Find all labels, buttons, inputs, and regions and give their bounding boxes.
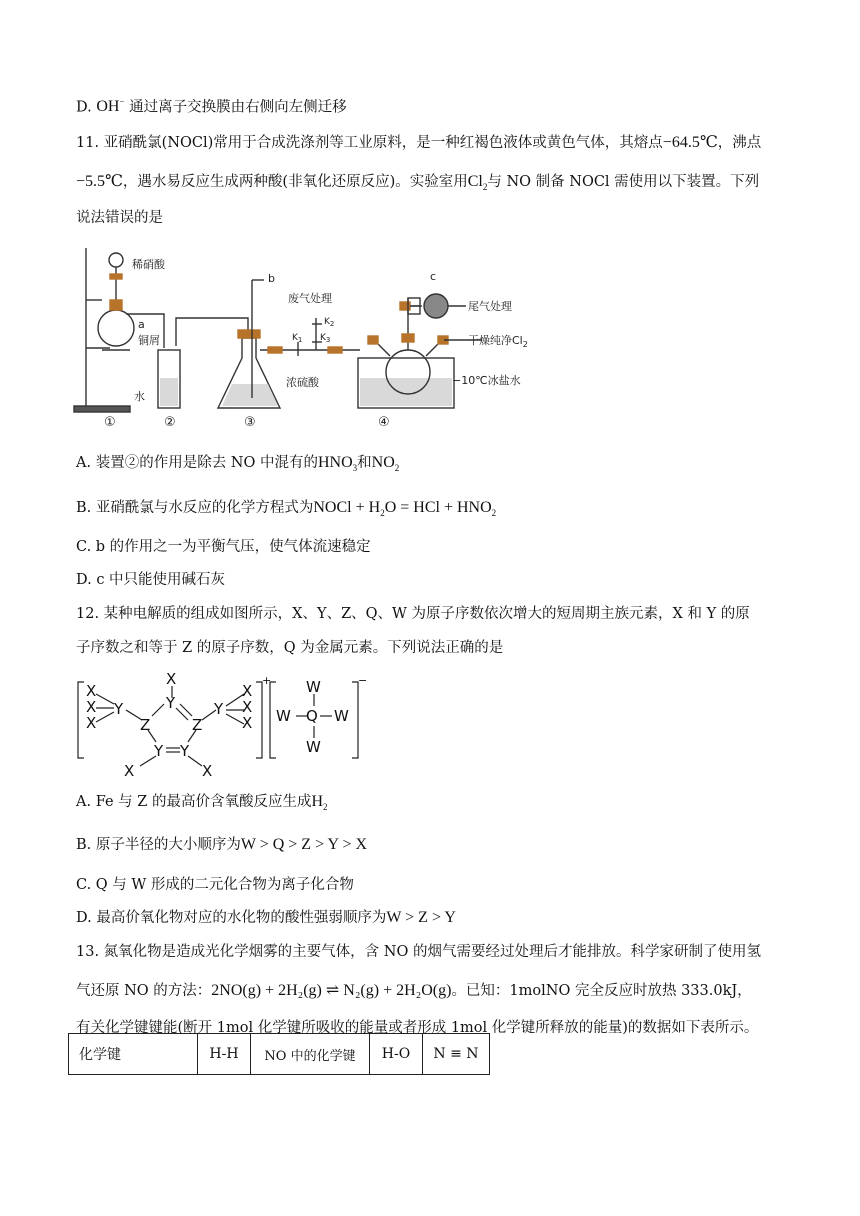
svg-text:④: ④ [378, 415, 390, 430]
svg-text:+: + [262, 674, 272, 687]
svg-text:X: X [86, 714, 97, 732]
svg-text:X: X [166, 670, 177, 688]
bond-energy-table [68, 1033, 490, 1075]
svg-text:尾气处理: 尾气处理 [468, 300, 512, 313]
q12-option-b: B. 原子半径的大小顺序为W > Q > Z > Y > X [76, 836, 368, 853]
svg-text:W: W [276, 707, 291, 725]
ionic-structure-diagram [76, 666, 376, 780]
hydroxide-formula: OH− [96, 97, 125, 116]
apparatus-diagram [72, 238, 552, 430]
q13-stem-line2: 气还原 NO 的方法：2NO(g) + 2H₂(g) ⇌ N₂(g) + 2H₂O(g)。已知：1molNO 完全反应时放热 333.0kJ， [76, 982, 752, 999]
option-label: D. [76, 99, 92, 116]
svg-text:X: X [86, 682, 97, 700]
q11-stem-line3: 说法错误的是 [76, 210, 163, 226]
table-header-cell: N ≡ N [423, 1034, 490, 1075]
svg-text:K2: $K_2$ [324, 317, 335, 328]
q10-option-d [76, 92, 347, 117]
svg-text:c: c [430, 270, 437, 283]
q12-stem-line1: 12. 某种电解质的组成如图所示，X、Y、Z、Q、W 为原子序数依次增大的短周期主族元素，X 和 Y 的原 [76, 606, 750, 622]
svg-text:Y: Y [180, 742, 190, 760]
svg-text:X: X [202, 762, 213, 780]
svg-text:X: X [124, 762, 135, 780]
svg-text:X: X [86, 698, 97, 716]
svg-text:W: W [334, 707, 349, 725]
svg-text:X: X [242, 682, 253, 700]
svg-text:X: X [242, 698, 253, 716]
svg-text:Y: Y [214, 700, 224, 718]
svg-text:③: ③ [244, 415, 256, 430]
q12-option-a: A. Fe 与 Z 的最高价含氧酸反应生成$H_2$ [76, 793, 328, 813]
svg-text:X: X [242, 714, 253, 732]
svg-text:干燥纯净Cl2: 干燥纯净$Cl_2$ [468, 334, 528, 349]
q13-stem-line3: 有关化学键键能(断开 1mol 化学键所吸收的能量或者形成 1mol 化学键所释放的能量)的数据如下表所示。 [76, 1020, 759, 1036]
q11-option-d: D. c 中只能使用碱石灰 [76, 572, 226, 588]
svg-text:W: W [306, 738, 321, 756]
q13-stem-line1: 13. 氮氧化物是造成光化学烟雾的主要气体，含 NO 的烟气需要经过处理后才能排放。科学家研制了使用氢 [76, 944, 761, 960]
svg-text:铜屑: 铜屑 [138, 334, 160, 347]
svg-text:Z: Z [192, 716, 203, 734]
svg-text:b: b [268, 272, 275, 285]
option-text: 通过离子交换膜由右侧向左侧迁移 [129, 99, 347, 116]
svg-text:−: − [358, 674, 368, 687]
svg-text:废气处理: 废气处理 [288, 292, 332, 305]
svg-text:Y: Y [166, 694, 176, 712]
table-header-cell: H-O [370, 1034, 423, 1075]
svg-text:Q: Q [306, 707, 318, 725]
svg-text:稀硝酸: 稀硝酸 [132, 258, 165, 271]
q12-option-c: C. Q 与 W 形成的二元化合物为离子化合物 [76, 877, 354, 893]
svg-text:Y: Y [154, 742, 164, 760]
svg-text:K1: $K_1$ [292, 333, 303, 344]
svg-text:W: W [306, 678, 321, 696]
q12-stem-line2: 子序数之和等于 Z 的原子序数，Q 为金属元素。下列说法正确的是 [76, 640, 504, 656]
svg-text:Z: Z [140, 716, 151, 734]
svg-text:浓硫酸: 浓硫酸 [286, 376, 319, 389]
table-header-cell: 化学键 [69, 1034, 198, 1075]
svg-text:a: a [138, 318, 145, 331]
svg-text:①: ① [104, 415, 116, 430]
table-header-cell: NO 中的化学键 [251, 1034, 370, 1075]
q11-stem-line2: −5.5℃，遇水易反应生成两种酸(非氧化还原反应)。实验室用$Cl_2$与 NO 制备 NOCl 需使用以下装置。下列 [76, 173, 760, 193]
svg-text:水: 水 [134, 390, 145, 403]
table-header-cell: H-H [198, 1034, 251, 1075]
q11-option-c: C. b 的作用之一为平衡气压，使气体流速稳定 [76, 539, 371, 555]
svg-text:②: ② [164, 415, 176, 430]
q11-option-b: B. 亚硝酰氯与水反应的化学方程式为NOCl + $H_2O$ = HCl + $HNO_2$ [76, 499, 497, 519]
q11-option-a: A. 装置②的作用是除去 NO 中混有的$HNO_3$和$NO_2$ [76, 454, 400, 474]
svg-text:Y: Y [114, 700, 124, 718]
q11-stem-line1: 11. 亚硝酰氯(NOCl)常用于合成洗涤剂等工业原料，是一种红褐色液体或黄色气体，其熔点−64.5℃，沸点 [76, 134, 762, 151]
table-row [69, 1034, 490, 1075]
svg-text:−10℃冰盐水: −10℃冰盐水 [452, 374, 521, 387]
q12-option-d: D. 最高价氧化物对应的水化物的酸性强弱顺序为W > Z > Y [76, 909, 456, 926]
svg-text:K3: $K_3$ [320, 333, 331, 344]
